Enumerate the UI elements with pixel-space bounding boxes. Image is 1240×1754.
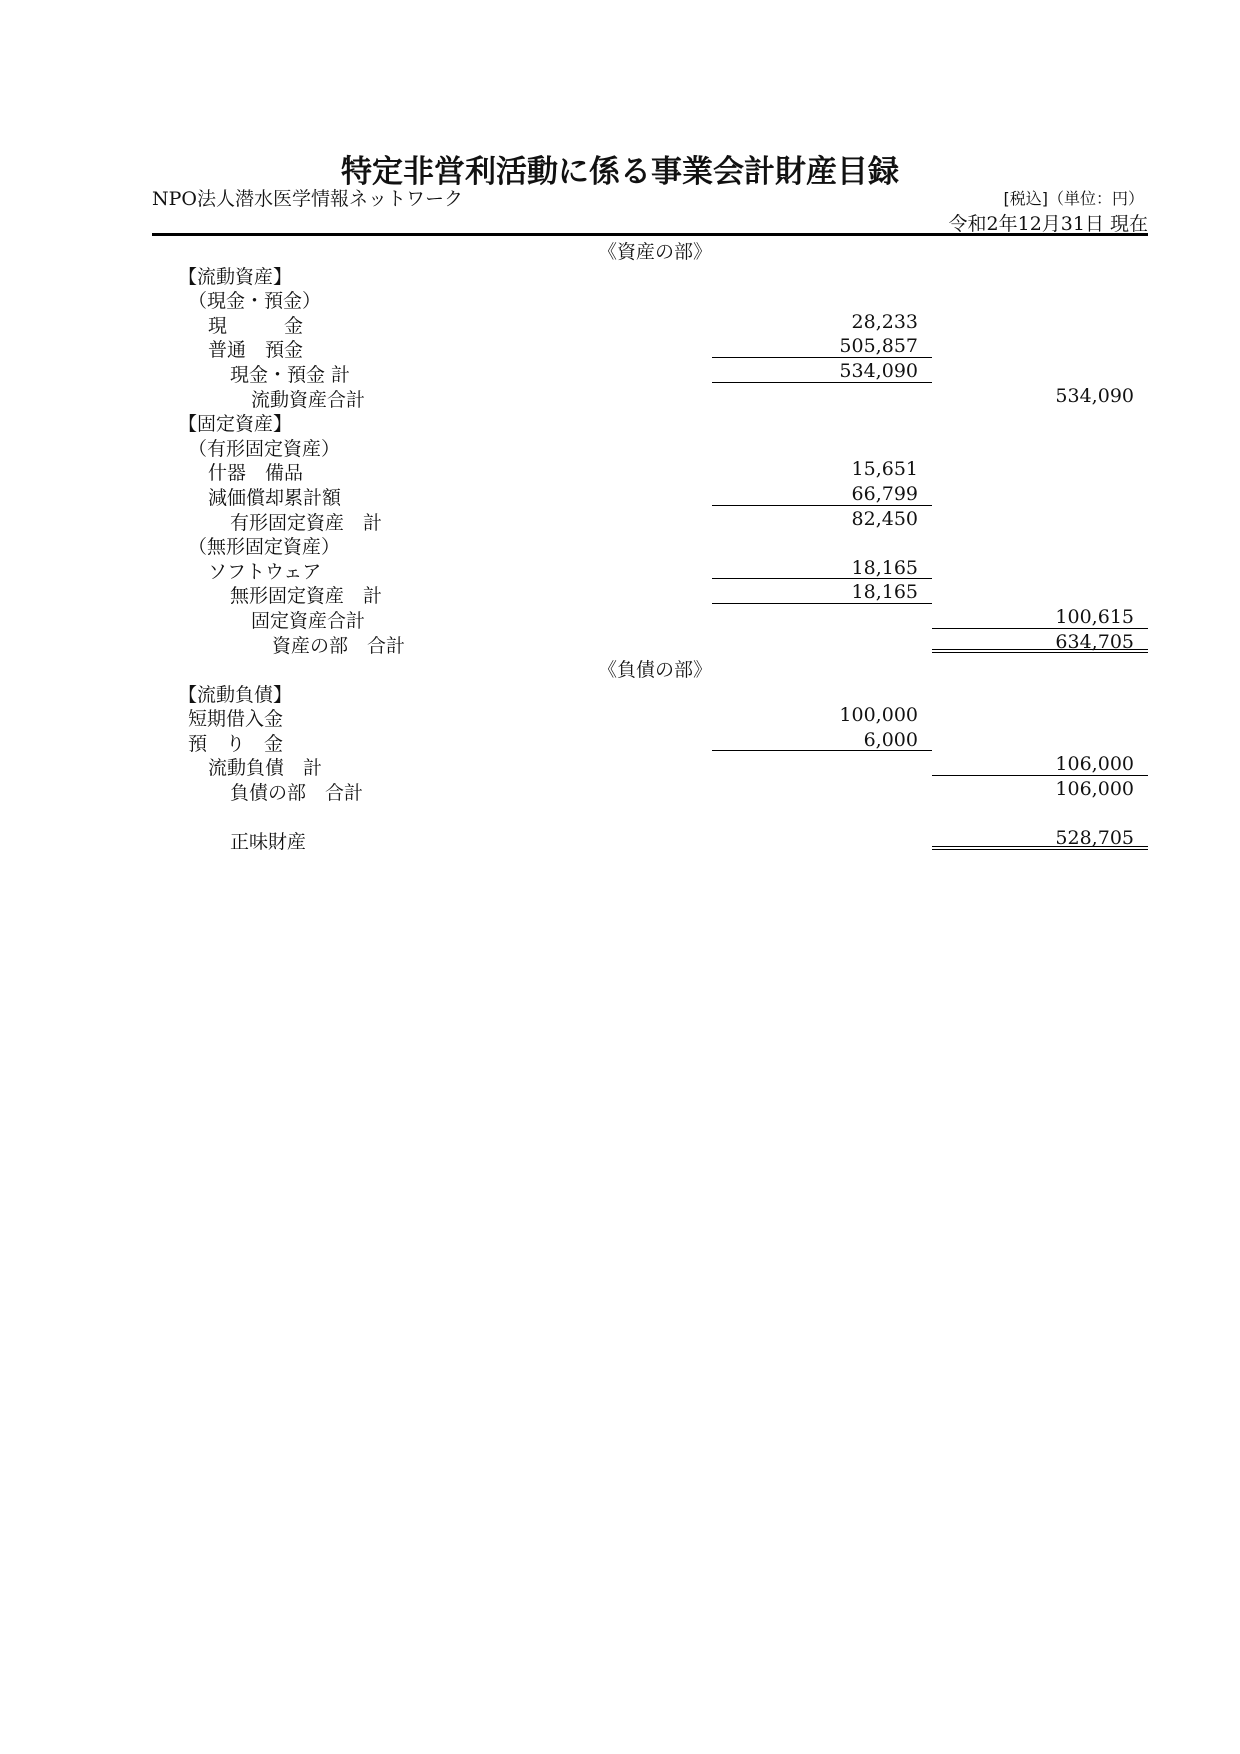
organization-name: NPO法人潜水医学情報ネットワーク [152,188,463,210]
inventory-ledger [0,235,1240,854]
detail-amount: 100,000 [839,704,918,727]
as-of-date: 令和2年12月31日 現在 [948,213,1148,235]
account-label: （無形固定資産） [188,536,341,559]
detail-amount: 28,233 [851,310,918,333]
total-amount: 528,705 [932,825,1148,850]
account-label: 短期借入金 [188,708,284,731]
total-amount: 534,090 [1055,384,1134,407]
section-header-row [0,235,1240,263]
detail-amount: 15,651 [851,458,918,481]
section-header-row [0,653,1240,682]
detail-amount: 18,165 [712,555,932,580]
detail-amount: 6,000 [712,727,932,752]
total-amount: 106,000 [1055,778,1134,801]
ledger-row [0,309,1240,337]
account-label: 資産の部 合計 [272,634,406,657]
ledger-row [0,333,1240,362]
total-amount: 634,705 [932,629,1148,654]
total-amount: 100,615 [932,604,1148,629]
account-label: 現 金 [208,314,304,337]
ledger-row [0,702,1240,731]
ledger-row [0,629,1240,657]
ledger-row [0,358,1240,386]
ledger-row [0,506,1240,534]
account-label: 預 り 金 [188,732,284,755]
account-label: 固定資産合計 [251,609,366,632]
account-label: （有形固定資産） [188,437,341,460]
account-label: 什器 備品 [208,462,304,485]
section-title: 《資産の部》 [597,241,712,263]
ledger-spacer [0,801,1240,826]
account-label: 【固定資産】 [178,413,293,436]
total-amount: 106,000 [932,751,1148,776]
ledger-row [0,825,1240,854]
tax-unit-note: [税込]（単位：円） [1003,189,1144,208]
ledger-row [0,284,1240,313]
ledger-row [0,727,1240,755]
detail-amount: 534,090 [712,358,932,383]
ledger-row [0,432,1240,460]
account-label: 【流動資産】 [178,265,293,288]
document-title: 特定非営利活動に係る事業会計財産目録 [341,154,899,190]
account-label: 普通 預金 [208,339,304,362]
account-label: 流動資産合計 [251,388,366,411]
ledger-row [0,530,1240,559]
account-label: 現金・預金 計 [230,363,351,386]
ledger-row [0,604,1240,632]
account-label: 無形固定資産 計 [230,585,383,608]
account-label: 負債の部 合計 [230,782,364,805]
section-title: 《負債の部》 [597,659,712,682]
ledger-row [0,481,1240,509]
account-label: 減価償却累計額 [208,486,342,509]
ledger-row [0,260,1240,288]
account-label: 有形固定資産 計 [230,511,383,534]
ledger-row [0,383,1240,411]
account-label: ソフトウェア [208,560,322,583]
account-label: 正味財産 [230,831,307,854]
detail-amount: 18,165 [712,579,932,604]
ledger-row [0,776,1240,805]
ledger-row [0,751,1240,780]
ledger-row [0,407,1240,436]
detail-amount: 82,450 [851,507,918,530]
account-label: 流動負債 計 [208,757,323,780]
ledger-row [0,579,1240,608]
ledger-row [0,456,1240,485]
account-label: （現金・預金） [188,290,322,313]
ledger-row [0,678,1240,706]
ledger-row [0,555,1240,583]
detail-amount: 505,857 [712,333,932,358]
account-label: 【流動負債】 [178,683,293,706]
detail-amount: 66,799 [712,481,932,506]
